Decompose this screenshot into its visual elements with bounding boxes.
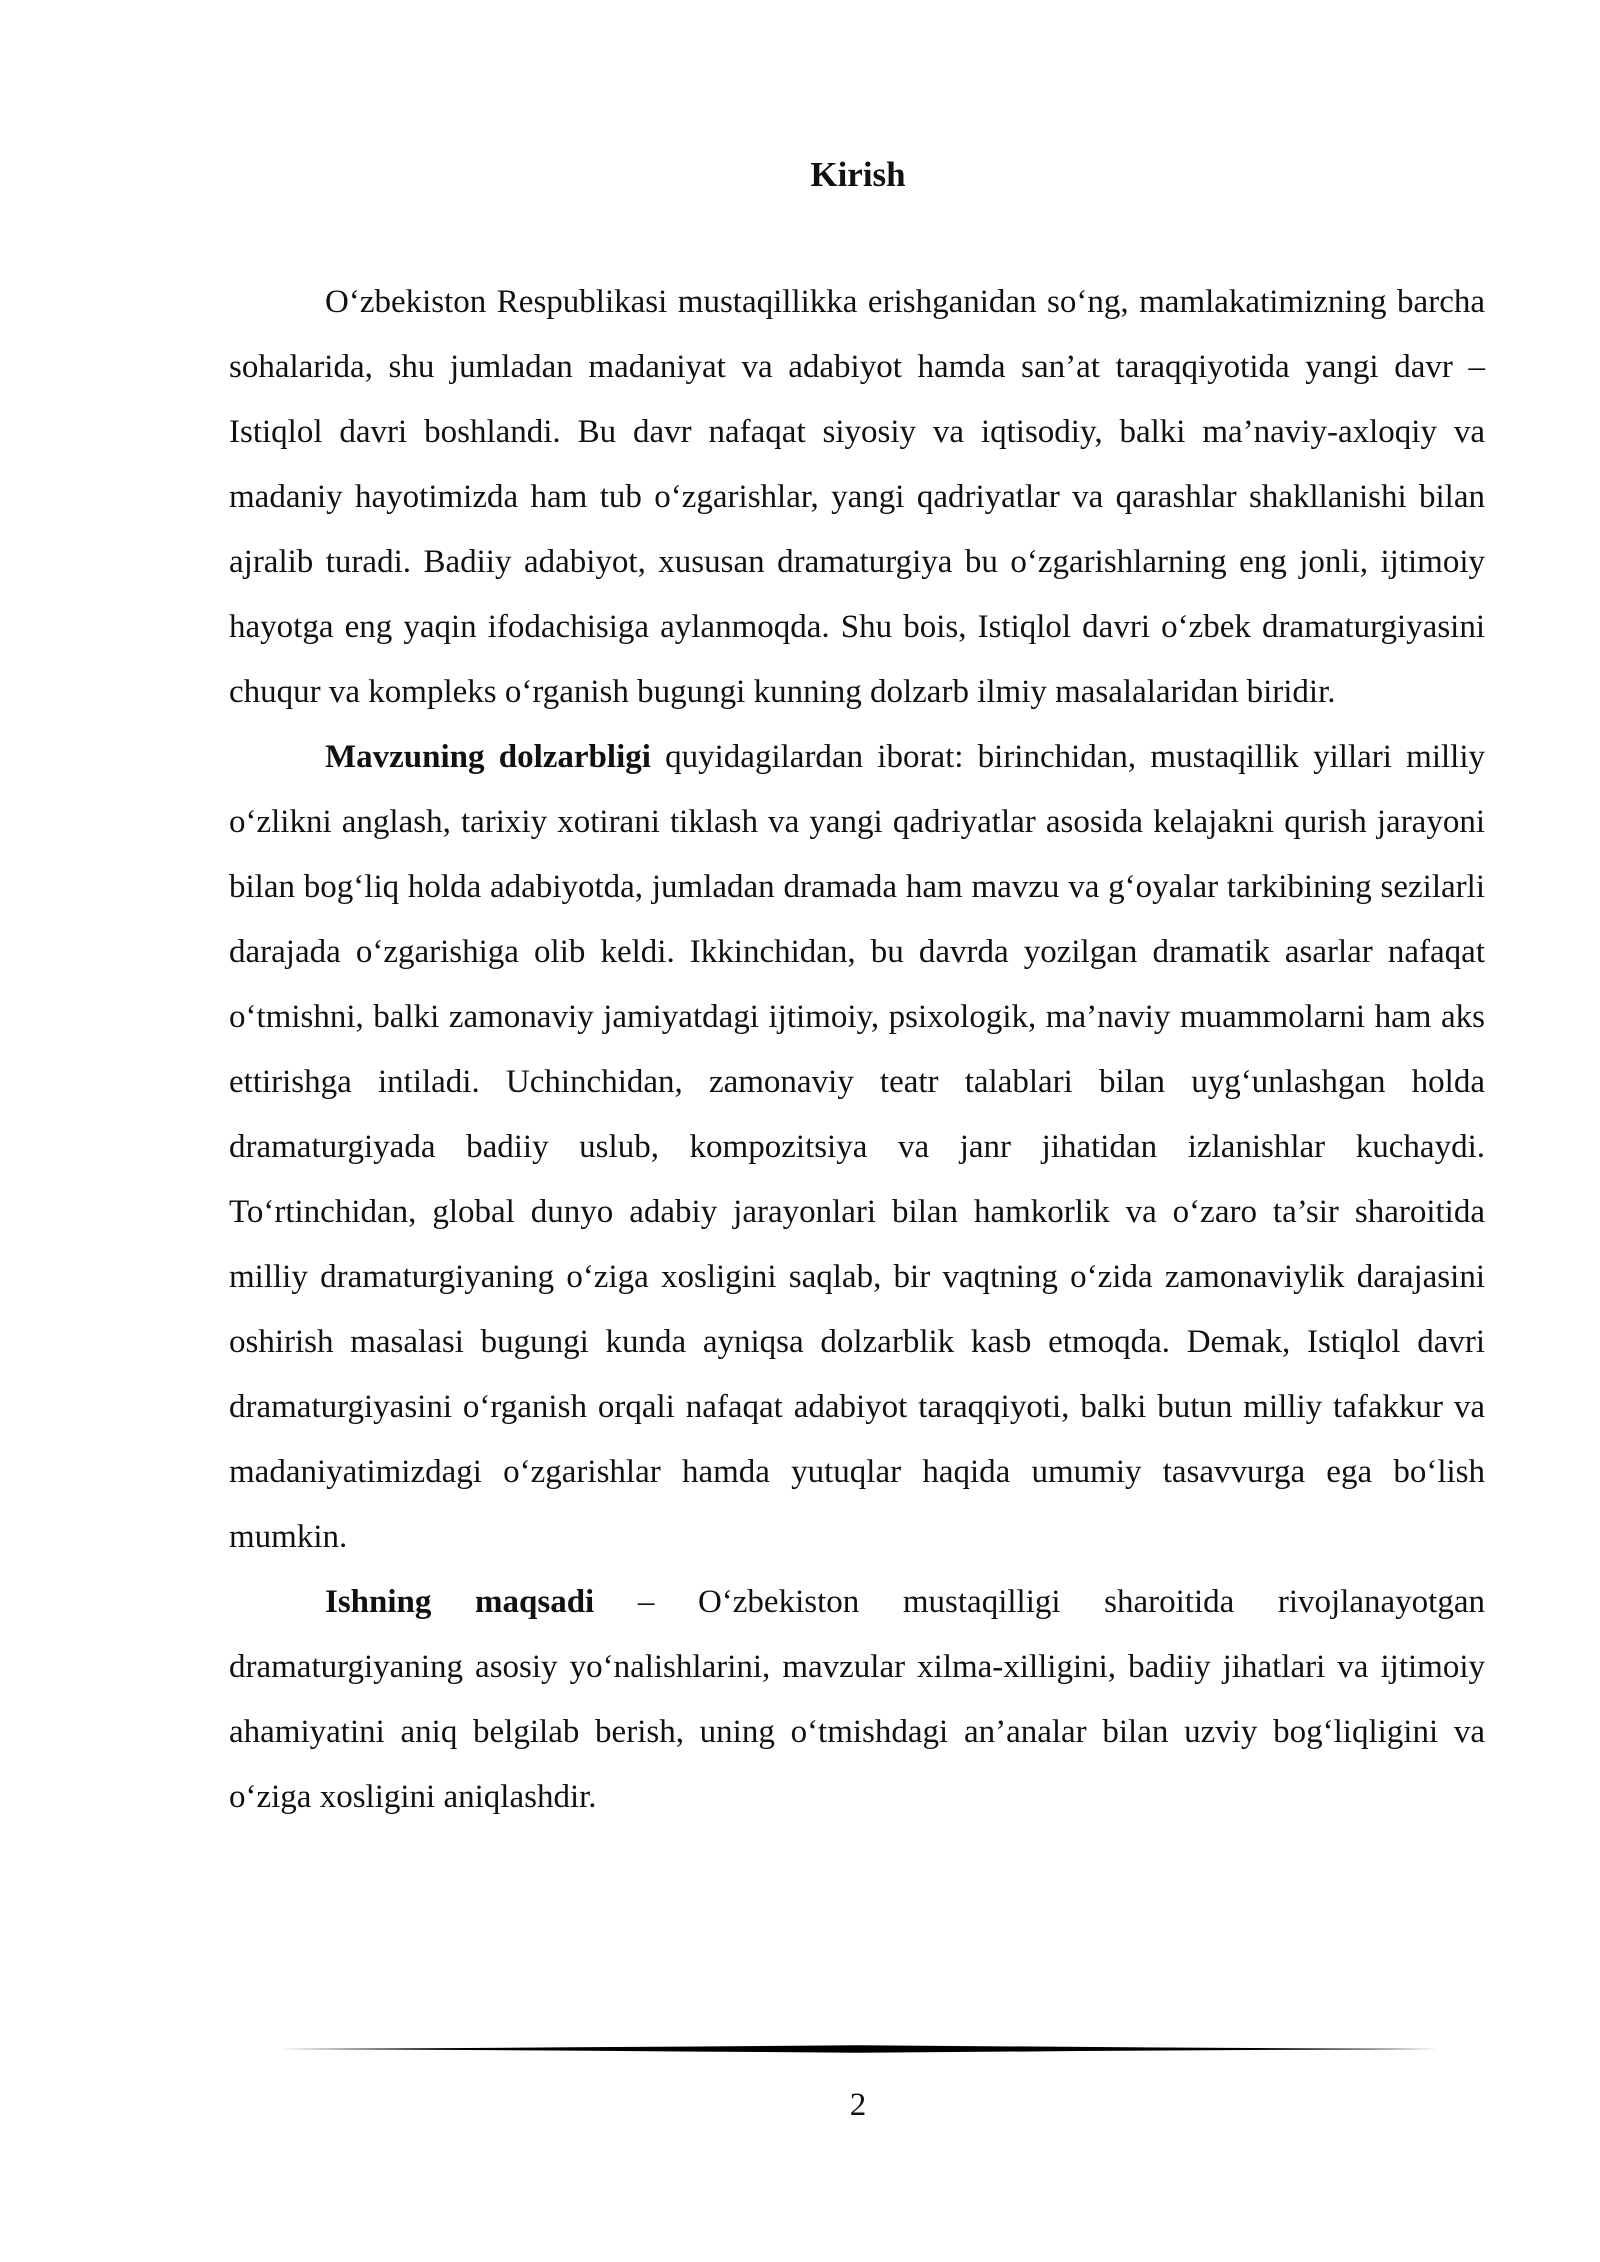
page-title: Kirish <box>810 155 906 194</box>
body-text <box>229 270 1485 1830</box>
paragraph-text: – O‘zbekiston mustaqilligi sharoitida rivojlanayotgan dramaturgiyaning asosiy yo‘nalishlarini, mavzular xilma-xilligini, badiiy jihatlari va ijtimoiy ahamiyatini aniq belgilab berish, uning o‘tmishdagi an’analar bilan uzviy bog‘liqligini va o‘ziga xosligini aniqlashdir. <box>229 1584 1485 1815</box>
paragraph-intro <box>229 270 1485 725</box>
page-number: 2 <box>849 2087 867 2123</box>
paragraph-text: quyidagilardan iborat: birinchidan, mustaqillik yillari milliy o‘zlikni anglash, tarixiy xotirani tiklash va yangi qadriyatlar asosida kelajakni qurish jarayoni bilan bog‘liq holda adabiyotda, jumladan dramada ham mavzu va g‘oyalar tarkibining sezilarli darajada o‘zgarishiga olib keldi. Ikkinchidan, bu davrda yozilgan dramatik asarlar nafaqat o‘tmishni, balki zamonaviy jamiyatdagi ijtimoiy, psixologik, ma’naviy muammolarni ham aks ettirishga intiladi. Uchinchidan, zamonaviy teatr talablari bilan uyg‘unlashgan holda dramaturgiyada badiiy uslub, kompozitsiya va janr jihatidan izlanishlar kuchaydi. To‘rtinchidan, global dunyo adabiy jarayonlari bilan hamkorlik va o‘zaro ta’sir sharoitida milliy dramaturgiyaning o‘ziga xosligini saqlab, bir vaqtning o‘zida zamonaviylik darajasini oshirish masalasi bugungi kunda ayniqsa dolzarblik kasb etmoqda. Demak, Istiqlol davri dramaturgiyasini o‘rganish orqali nafaqat adabiyot taraqqiyoti, balki butun milliy tafakkur va madaniyatimizdagi o‘zgarishlar hamda yutuqlar haqida umumiy tasavvurga ega bo‘lish mumkin. <box>229 739 1485 1555</box>
paragraph-lead: Ishning maqsadi <box>325 1584 595 1620</box>
footer-rule <box>278 2044 1438 2054</box>
paragraph-goal <box>229 1570 1485 1830</box>
footer-rule-shape <box>278 2045 1438 2053</box>
paragraph-lead: Mavzuning dolzarbligi <box>325 739 651 775</box>
paragraph-text: O‘zbekiston Respublikasi mustaqillikka erishganidan so‘ng, mamlakatimizning barcha sohalarida, shu jumladan madaniyat va adabiyot hamda san’at taraqqiyotida yangi davr – Istiqlol davri boshlandi. Bu davr nafaqat siyosiy va iqtisodiy, balki ma’naviy-axloqiy va madaniy hayotimizda ham tub o‘zgarishlar, yangi qadriyatlar va qarashlar shakllanishi bilan ajralib turadi. Badiiy adabiyot, xususan dramaturgiya bu o‘zgarishlarning eng jonli, ijtimoiy hayotga eng yaqin ifodachisiga aylanmoqda. Shu bois, Istiqlol davri o‘zbek dramaturgiyasini chuqur va kompleks o‘rganish bugungi kunning dolzarb ilmiy masalalaridan biridir. <box>229 284 1485 710</box>
paragraph-relevance <box>229 725 1485 1570</box>
